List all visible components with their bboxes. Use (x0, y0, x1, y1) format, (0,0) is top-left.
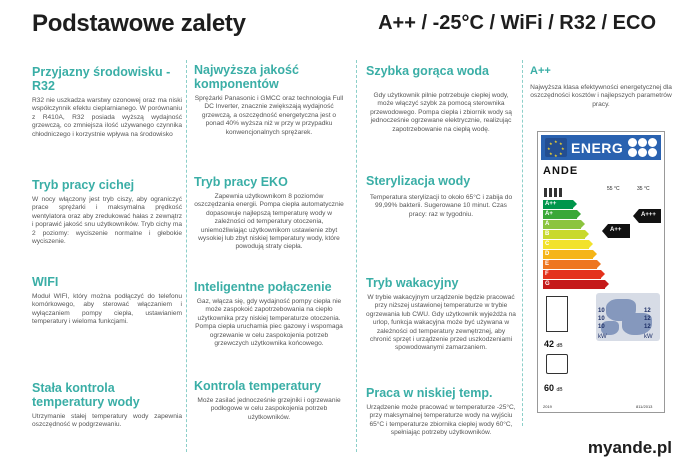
section-title: Tryb wakacyjny (366, 276, 459, 290)
section-text: Najwyższa klasa efektywności energetycznej dla oszczędności kosztów i najlepszych parametrów pracy. (530, 84, 672, 108)
power-55-a: 10 (598, 308, 605, 314)
section-wifi (32, 275, 182, 327)
class-arrow-35: A+++ (639, 209, 661, 223)
website-link[interactable]: myande.pl (587, 438, 672, 457)
section-title: Przyjazny środowisku - R32 (32, 65, 171, 93)
outdoor-unit-icon (546, 354, 568, 374)
section-title: Sterylizacja wody (366, 174, 471, 188)
section-title: WIFI (32, 275, 59, 289)
section-text: Zapewnia użytkownikom 8 poziomów oszczędzania energii. Pompa ciepła automatycznie dopasowuje najlepszą temperaturę wody w zależności od temperatury otoczenia, uniemożliwiając użytkownikom ustawienie zbyt wysokiej lub zbyt niskiej temperatury wody, które powodują straty ciepła. (194, 193, 344, 251)
section-text: Utrzymanie stałej temperatury wody zapewnia oszczędność w podgrzewaniu. (32, 413, 182, 429)
divider (522, 60, 523, 426)
header (0, 0, 688, 44)
section-water-temp (32, 381, 182, 430)
label-year: 2019 (543, 404, 552, 409)
spec-summary: A++ / -25°C / WiFi / R32 / ECO (378, 12, 656, 34)
kw-unit-55: kW (598, 334, 607, 340)
section-low-temp (366, 386, 516, 438)
section-text: W nocy włączony jest tryb ciszy, aby ograniczyć prace sprężarki i maksymalna prędkość wentylatora oraz aby zredukować hałas z zewnątrz i poprawić jakość snu użytkowników. Tryb cichy ma 2 poziomy: wyciszenie normalne i głebokie wyciszenie. (32, 196, 182, 246)
section-a-plus-plus (530, 64, 672, 109)
section-text: Urządzenie może pracować w temperaturze -25°C, przy maksymalnej temperaturze wody na wyjściu 65°C i temperaturze zbiornika ciepłej wody 60°C, spełniając potrzeby użytkowników. (366, 404, 516, 437)
section-text: Temperatura sterylizacji to około 65°C i zabija do 99,99% bakterii. Sugerowane 10 minut. Czas pracy: raz w tygodniu. (369, 194, 513, 218)
divider (356, 60, 357, 452)
class-arrow-55: A++ (608, 224, 630, 238)
class-bar: A+ (543, 210, 577, 219)
class-bar: A++ (543, 200, 573, 209)
language-circles-icon (627, 138, 659, 158)
section-temp-control (194, 379, 344, 422)
power-55-b: 10 (598, 316, 605, 322)
divider (186, 60, 187, 452)
indoor-noise: 42 dB (544, 339, 563, 349)
section-smart-connection (194, 280, 344, 348)
section-text: Może zasilać jednocześnie grzejniki i ogrzewanie podłogowe w celu zaspokojenia potrzeb użytkowników. (197, 397, 341, 421)
section-components (194, 63, 344, 137)
class-bar: C (543, 240, 589, 249)
class-bar: D (543, 250, 593, 259)
section-title: Stała kontrola temperatury wody (32, 381, 140, 409)
section-title: Najwyższa jakość komponentów (194, 63, 299, 91)
section-title: Tryb pracy EKO (194, 175, 288, 189)
section-title: Szybka gorąca woda (366, 64, 489, 78)
power-55-c: 10 (598, 324, 605, 330)
section-text: Gdy użytkownik pilnie potrzebuje ciepłej wody, może włączyć szybk za pomocą sterownika przewodowego. Pompa ciepła i zbiornik wody są jednocześnie ogrzewane elektrycznie, realizując zapotrzebowanie na ciepłą wodę. (370, 92, 512, 133)
energy-label-title: ENERG (571, 140, 624, 156)
section-eco-mode (194, 175, 344, 252)
power-35-b: 12 (644, 316, 651, 322)
temp-55: 55 °C (607, 186, 620, 192)
indoor-unit-icon (546, 296, 568, 332)
section-text: Moduł WIFI, który można podłączyć do telefonu komórkowego, aby sterować włączaniem i wyłączaniem pompy ciepła, ustawianiem temperatury i wieloma funkcjami. (32, 293, 182, 326)
section-title: Inteligentne połączenie (194, 280, 332, 294)
section-text: Sprężarki Panasonic i GMCC oraz technologia Full DC Inverter, znacznie zwiększają wydajność grzewczą, a oszczędność energetyczna jest o ponad 40% wyższa niż w przy w przypadku konwencjonalnych sprężarek. (194, 95, 344, 136)
class-bar: F (543, 270, 601, 279)
section-r32 (32, 65, 182, 139)
brand-name: ANDE (543, 165, 579, 177)
section-text: W trybie wakacyjnym urządzenie będzie pracować przy niższej ustawionej temperaturze w trybie ogrzewania lub CWU. Gdy użytkownik wyjeżdża na urlop, funkcja wakacyjna może być używana w zależności od temperatury zewnętrznej, aby chronić sprzęt i urządzenie przed uszkodzeniami spowodowanymi zamarzaniem. (366, 294, 516, 352)
eu-flag-icon: ★ ★ ★ ★ ★ ★ ★ ★ (545, 138, 567, 157)
class-bar: B (543, 230, 585, 239)
section-title: Tryb pracy cichej (32, 178, 135, 192)
power-35-a: 12 (644, 308, 651, 314)
class-bar: A (543, 220, 581, 229)
section-text: Gaz, włącza się, gdy wydajność pompy ciepła nie może zaspokoić zapotrzebowania na ciepło użytkownika przy niskiej temperaturze otoczenia. Pompa ciepła uruchamia piec gazowy i wspomaga ogrzewanie w celu zaspokojenia potrzeb grzewczych użytkownika końcowego. (195, 298, 343, 348)
radiator-icon (543, 186, 565, 198)
page-title: Podstawowe zalety (32, 10, 246, 37)
section-hot-water (366, 64, 516, 134)
section-vacation-mode (366, 276, 516, 353)
label-regulation: 811/2013 (636, 404, 653, 409)
class-bar: E (543, 260, 597, 269)
class-bar: G (543, 280, 605, 289)
section-title: Kontrola temperatury (194, 379, 322, 393)
section-title: A++ (530, 65, 551, 77)
outdoor-noise: 60 dB (544, 383, 563, 393)
energy-label (537, 131, 665, 413)
energy-label-header (541, 135, 661, 160)
section-sterilization (366, 174, 516, 219)
temp-35: 35 °C (637, 186, 650, 192)
power-35-c: 12 (644, 324, 651, 330)
section-quiet-mode (32, 178, 182, 246)
section-text: R32 nie uszkadza warstwy ozonowej oraz ma niski współczynnik efektu cieplarnianego. W porównaniu z R410A, R32 posiada wyższą wydajność grzewczą, co zmniejsza ilość używanego czynnika chłodniczego i korzystnie wpływa na środowisko (32, 97, 182, 138)
kw-unit-35: kW (644, 334, 653, 340)
section-title: Praca w niskiej temp. (366, 386, 493, 400)
